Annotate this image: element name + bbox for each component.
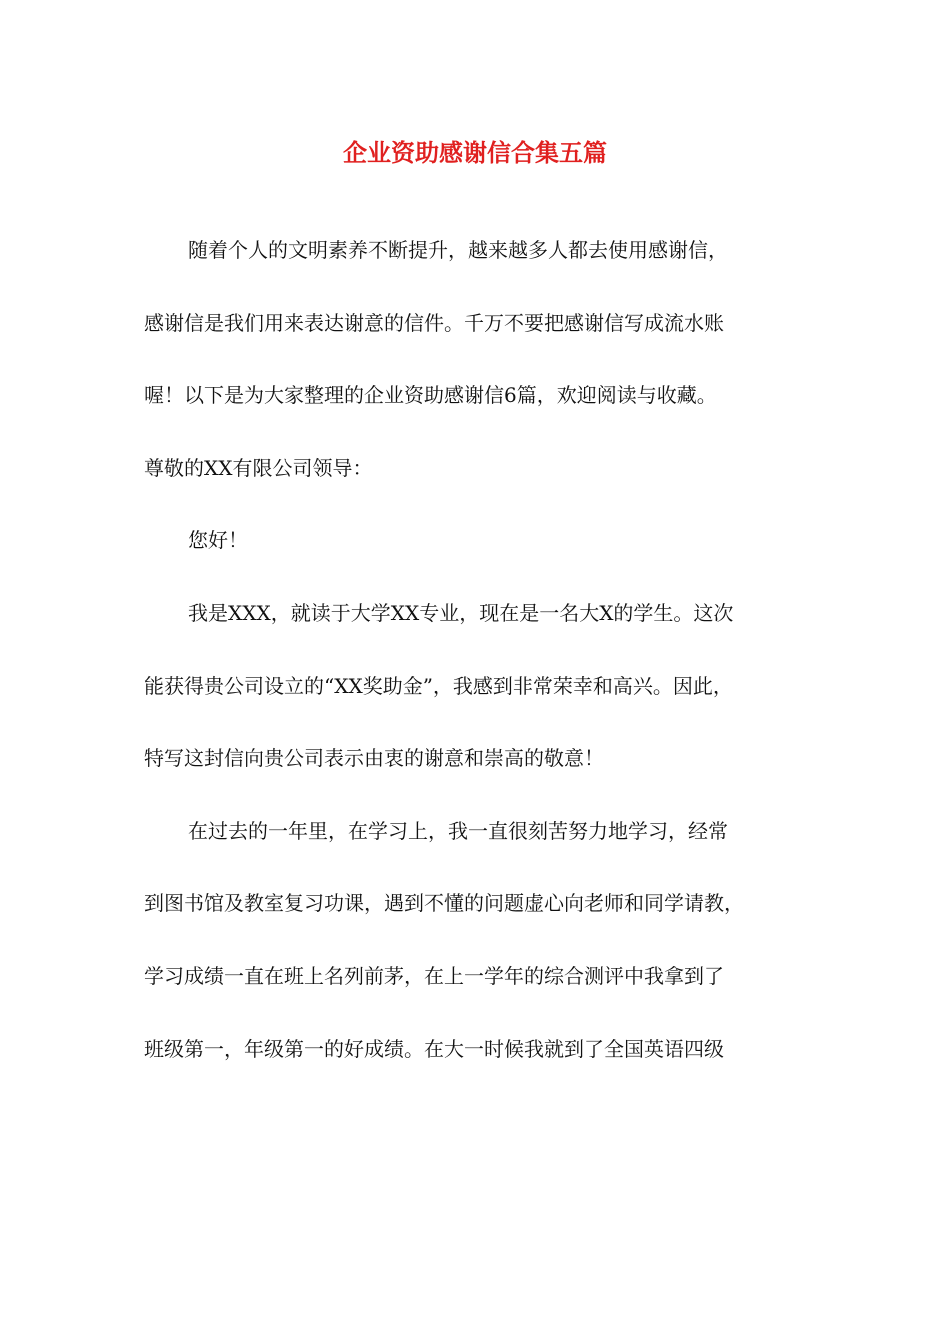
document-body [144,234,844,1105]
salutation-line: 尊敬的XX有限公司领导： [144,455,373,480]
greeting-line: 您好！ [188,528,248,553]
paragraph-line: 特写这封信向贵公司表示由衷的谢意和崇高的敬意！ [144,746,604,771]
paragraph-line: 学习成绩一直在班上名列前茅，在上一学年的综合测评中我拿到了 [144,963,724,988]
paragraph-line: 班级第一，年级第一的好成绩。在大一时候我就到了全国英语四级 [144,1036,724,1061]
paragraph-line: 随着个人的文明素养不断提升，越来越多人都去使用感谢信， [188,238,728,262]
paragraph-line: 感谢信是我们用来表达谢意的信件。千万不要把感谢信写成流水账 [144,310,724,335]
paragraph-line: 喔！以下是为大家整理的企业资助感谢信6篇，欢迎阅读与收藏。 [144,383,717,408]
paragraph-line: 到图书馆及教室复习功课，遇到不懂的问题虚心向老师和同学请教， [144,891,744,916]
document-title: 企业资助感谢信合集五篇 [343,138,607,167]
paragraph-line: 我是XXX，就读于大学XX专业，现在是一名大X的学生。这次 [188,600,734,625]
paragraph-line: 在过去的一年里，在学习上，我一直很刻苦努力地学习，经常 [188,818,728,843]
paragraph-line: 能获得贵公司设立的“XX奖助金”，我感到非常荣幸和高兴。因此， [144,673,733,698]
